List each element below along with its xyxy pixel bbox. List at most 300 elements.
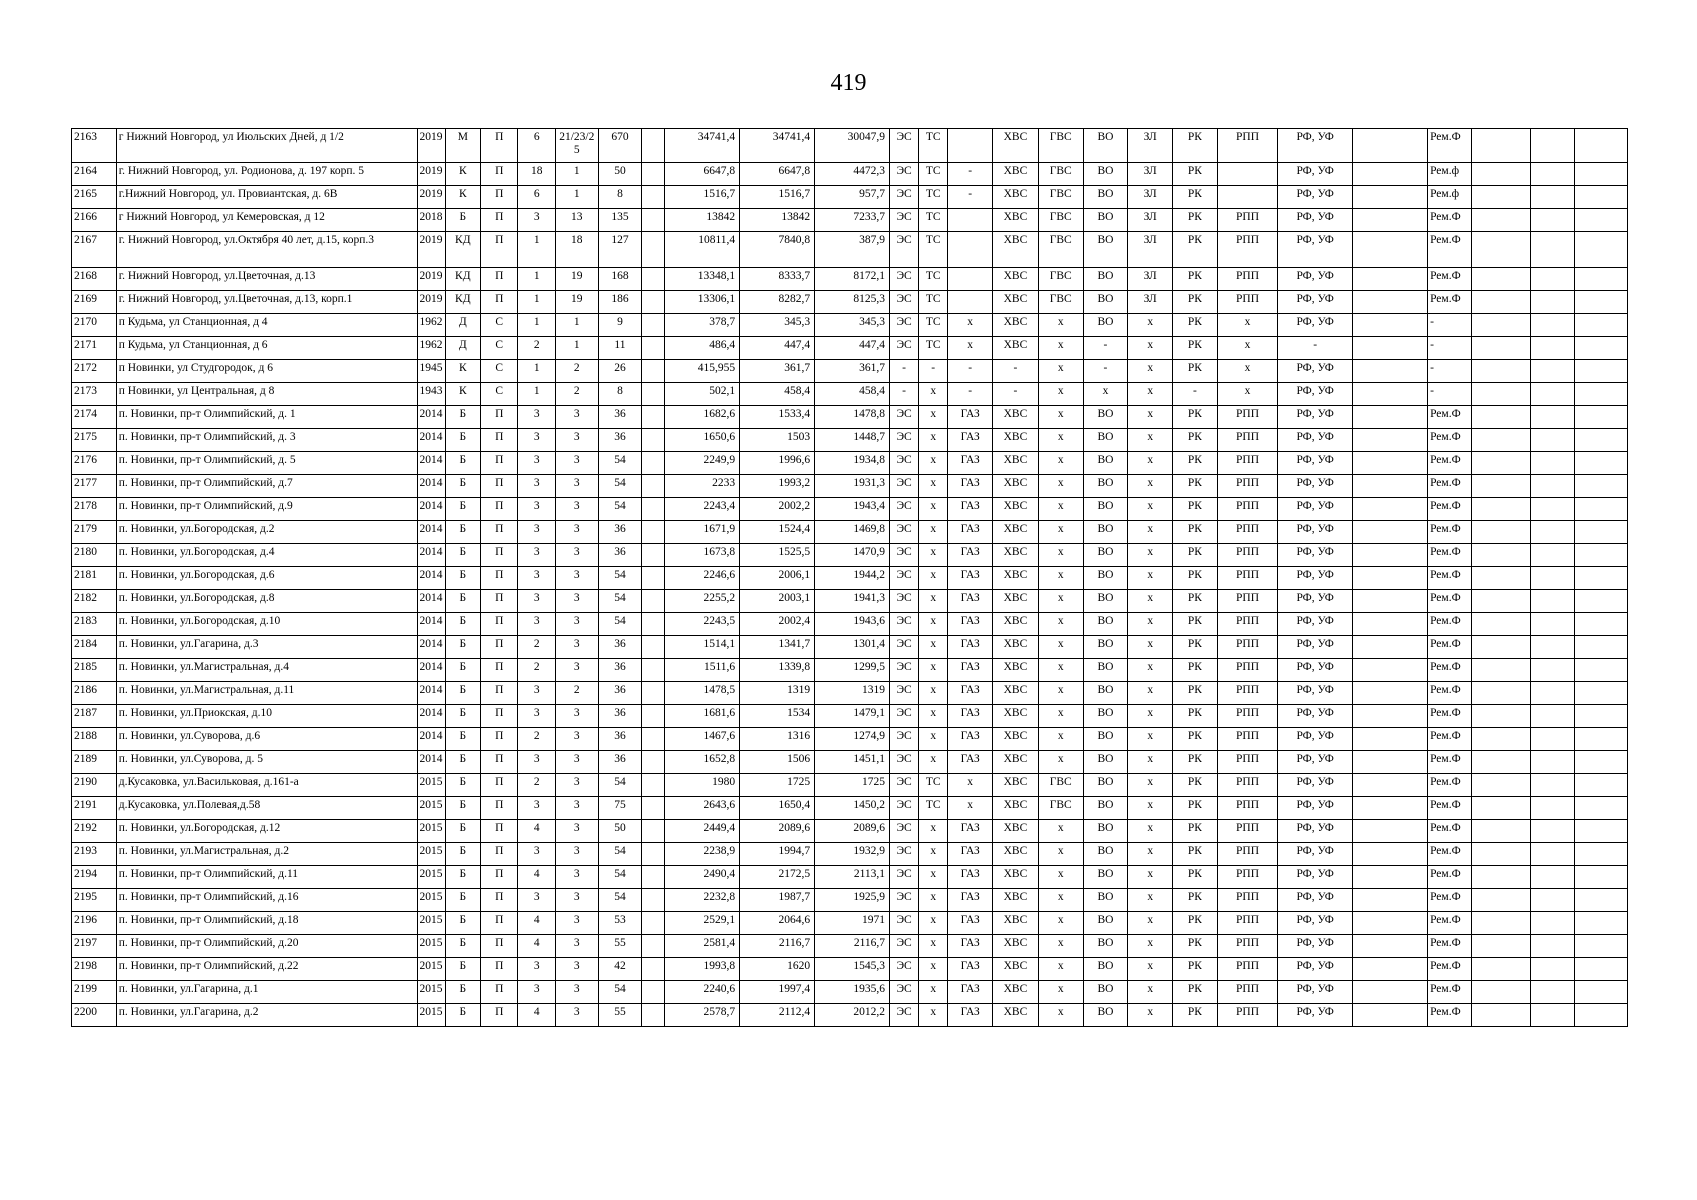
- sewerage-cell: ВО: [1083, 268, 1128, 291]
- total-area-cell: 2581,4: [665, 935, 740, 958]
- roof-cell: РК: [1173, 751, 1218, 774]
- wall-material-cell: Б: [445, 728, 480, 751]
- electricity-cell: ЭС: [890, 590, 919, 613]
- repair-fund-cell: Рем.Ф: [1428, 774, 1472, 797]
- empty-cell: [1574, 186, 1627, 209]
- total-area-cell: 1514,1: [665, 636, 740, 659]
- row-number: 2182: [72, 590, 117, 613]
- year-cell: 2014: [417, 452, 445, 475]
- facade-cell: РФ, УФ: [1278, 659, 1353, 682]
- entrances-cell: 3: [555, 1004, 598, 1027]
- repair-fund-cell: Рем.Ф: [1428, 935, 1472, 958]
- empty-cell: [1574, 1004, 1627, 1027]
- year-cell: 2015: [417, 820, 445, 843]
- empty-cell: [1471, 268, 1530, 291]
- basement-cell: РПП: [1217, 797, 1277, 820]
- table-row: [72, 544, 1628, 567]
- repair-fund-cell: Рем.Ф: [1428, 613, 1472, 636]
- address-cell: п. Новинки, ул.Гагарина, д.1: [116, 981, 417, 1004]
- floors-cell: 3: [518, 544, 555, 567]
- total-area-cell: 2240,6: [665, 981, 740, 1004]
- elevator-cell: х: [1128, 797, 1173, 820]
- residential-area-cell: 1299,5: [815, 659, 890, 682]
- entrances-cell: 3: [555, 452, 598, 475]
- roof-cell: РК: [1173, 498, 1218, 521]
- page-number: 419: [830, 70, 867, 96]
- elevator-cell: х: [1128, 866, 1173, 889]
- roof-cell: РК: [1173, 1004, 1218, 1027]
- gas-cell: ГАЗ: [948, 498, 993, 521]
- hot-water-cell: х: [1038, 866, 1083, 889]
- address-cell: п Новинки, ул Студгородок, д 6: [116, 360, 417, 383]
- empty-cell: [642, 429, 665, 452]
- row-number: 2191: [72, 797, 117, 820]
- entrances-cell: 3: [555, 866, 598, 889]
- empty-cell: [1531, 544, 1575, 567]
- empty-cell: [1574, 498, 1627, 521]
- address-cell: п. Новинки, ул.Богородская, д.4: [116, 544, 417, 567]
- entrances-cell: 18: [555, 232, 598, 268]
- entrances-cell: 3: [555, 889, 598, 912]
- apartments-cell: 36: [598, 659, 642, 682]
- table-row: [72, 129, 1628, 163]
- heating-cell: ТС: [919, 774, 948, 797]
- elevator-cell: х: [1128, 337, 1173, 360]
- hot-water-cell: х: [1038, 958, 1083, 981]
- heating-cell: х: [919, 682, 948, 705]
- cold-water-cell: ХВС: [993, 268, 1039, 291]
- facade-cell: РФ, УФ: [1278, 268, 1353, 291]
- heating-cell: ТС: [919, 129, 948, 163]
- entrances-cell: 19: [555, 268, 598, 291]
- total-area-cell: 1682,6: [665, 406, 740, 429]
- apartments-cell: 50: [598, 820, 642, 843]
- heating-cell: ТС: [919, 186, 948, 209]
- heating-cell: х: [919, 751, 948, 774]
- empty-cell: [1531, 820, 1575, 843]
- building-type-cell: С: [481, 337, 518, 360]
- elevator-cell: х: [1128, 521, 1173, 544]
- year-cell: 2014: [417, 728, 445, 751]
- building-type-cell: П: [481, 1004, 518, 1027]
- wall-material-cell: Б: [445, 429, 480, 452]
- empty-cell: [1574, 360, 1627, 383]
- premises-area-cell: 1533,4: [740, 406, 815, 429]
- year-cell: 2019: [417, 163, 445, 186]
- premises-area-cell: 1316: [740, 728, 815, 751]
- empty-cell: [1531, 682, 1575, 705]
- floors-cell: 4: [518, 1004, 555, 1027]
- row-number: 2198: [72, 958, 117, 981]
- facade-cell: РФ, УФ: [1278, 912, 1353, 935]
- heating-cell: х: [919, 406, 948, 429]
- row-number: 2183: [72, 613, 117, 636]
- table-row: [72, 498, 1628, 521]
- sewerage-cell: ВО: [1083, 705, 1128, 728]
- repair-fund-cell: Рем.Ф: [1428, 981, 1472, 1004]
- total-area-cell: 13306,1: [665, 291, 740, 314]
- row-number: 2172: [72, 360, 117, 383]
- table-row: [72, 636, 1628, 659]
- entrances-cell: 3: [555, 705, 598, 728]
- premises-area-cell: 447,4: [740, 337, 815, 360]
- basement-cell: РПП: [1217, 889, 1277, 912]
- heating-cell: х: [919, 636, 948, 659]
- total-area-cell: 1993,8: [665, 958, 740, 981]
- address-cell: п. Новинки, пр-т Олимпийский, д. 5: [116, 452, 417, 475]
- empty-cell: [642, 186, 665, 209]
- empty-cell: [1353, 1004, 1428, 1027]
- year-cell: 2014: [417, 590, 445, 613]
- repair-fund-cell: Рем.Ф: [1428, 429, 1472, 452]
- year-cell: 2014: [417, 475, 445, 498]
- empty-cell: [1531, 209, 1575, 232]
- electricity-cell: ЭС: [890, 751, 919, 774]
- heating-cell: ТС: [919, 268, 948, 291]
- empty-cell: [642, 1004, 665, 1027]
- year-cell: 2015: [417, 1004, 445, 1027]
- apartments-cell: 50: [598, 163, 642, 186]
- apartments-cell: 186: [598, 291, 642, 314]
- floors-cell: 3: [518, 889, 555, 912]
- empty-cell: [642, 912, 665, 935]
- floors-cell: 2: [518, 659, 555, 682]
- empty-cell: [1471, 129, 1530, 163]
- empty-cell: [1471, 337, 1530, 360]
- empty-cell: [1531, 590, 1575, 613]
- roof-cell: РК: [1173, 360, 1218, 383]
- elevator-cell: х: [1128, 820, 1173, 843]
- total-area-cell: 13348,1: [665, 268, 740, 291]
- entrances-cell: 3: [555, 636, 598, 659]
- empty-cell: [642, 452, 665, 475]
- roof-cell: РК: [1173, 544, 1218, 567]
- basement-cell: х: [1217, 383, 1277, 406]
- basement-cell: РПП: [1217, 475, 1277, 498]
- basement-cell: РПП: [1217, 129, 1277, 163]
- total-area-cell: 1980: [665, 774, 740, 797]
- table-row: [72, 337, 1628, 360]
- cold-water-cell: ХВС: [993, 406, 1039, 429]
- table-row: [72, 613, 1628, 636]
- repair-fund-cell: Рем.Ф: [1428, 590, 1472, 613]
- address-cell: п. Новинки, ул.Богородская, д.6: [116, 567, 417, 590]
- building-type-cell: П: [481, 498, 518, 521]
- elevator-cell: х: [1128, 590, 1173, 613]
- year-cell: 2015: [417, 866, 445, 889]
- empty-cell: [1531, 268, 1575, 291]
- table-row: [72, 163, 1628, 186]
- floors-cell: 18: [518, 163, 555, 186]
- residential-area-cell: 2012,2: [815, 1004, 890, 1027]
- year-cell: 1962: [417, 337, 445, 360]
- electricity-cell: ЭС: [890, 889, 919, 912]
- apartments-cell: 26: [598, 360, 642, 383]
- empty-cell: [642, 209, 665, 232]
- empty-cell: [642, 291, 665, 314]
- wall-material-cell: Б: [445, 613, 480, 636]
- cold-water-cell: ХВС: [993, 636, 1039, 659]
- gas-cell: ГАЗ: [948, 958, 993, 981]
- entrances-cell: 2: [555, 383, 598, 406]
- empty-cell: [1353, 567, 1428, 590]
- elevator-cell: х: [1128, 429, 1173, 452]
- residential-area-cell: 957,7: [815, 186, 890, 209]
- cold-water-cell: ХВС: [993, 981, 1039, 1004]
- repair-fund-cell: Рем.Ф: [1428, 797, 1472, 820]
- wall-material-cell: Б: [445, 521, 480, 544]
- residential-area-cell: 2113,1: [815, 866, 890, 889]
- cold-water-cell: ХВС: [993, 475, 1039, 498]
- empty-cell: [1574, 268, 1627, 291]
- address-cell: п. Новинки, пр-т Олимпийский, д.7: [116, 475, 417, 498]
- gas-cell: х: [948, 314, 993, 337]
- floors-cell: 2: [518, 636, 555, 659]
- empty-cell: [1531, 360, 1575, 383]
- empty-cell: [1574, 209, 1627, 232]
- empty-cell: [642, 889, 665, 912]
- address-cell: п. Новинки, ул.Суворова, д.6: [116, 728, 417, 751]
- wall-material-cell: Б: [445, 889, 480, 912]
- entrances-cell: 1: [555, 314, 598, 337]
- cold-water-cell: ХВС: [993, 751, 1039, 774]
- gas-cell: х: [948, 337, 993, 360]
- residential-area-cell: 4472,3: [815, 163, 890, 186]
- apartments-cell: 55: [598, 1004, 642, 1027]
- entrances-cell: 3: [555, 820, 598, 843]
- cold-water-cell: ХВС: [993, 544, 1039, 567]
- electricity-cell: ЭС: [890, 682, 919, 705]
- building-type-cell: П: [481, 268, 518, 291]
- facade-cell: РФ, УФ: [1278, 567, 1353, 590]
- building-type-cell: П: [481, 406, 518, 429]
- year-cell: 2014: [417, 544, 445, 567]
- residential-area-cell: 1934,8: [815, 452, 890, 475]
- empty-cell: [1471, 820, 1530, 843]
- row-number: 2176: [72, 452, 117, 475]
- entrances-cell: 3: [555, 981, 598, 1004]
- premises-area-cell: 1339,8: [740, 659, 815, 682]
- hot-water-cell: х: [1038, 567, 1083, 590]
- cold-water-cell: ХВС: [993, 613, 1039, 636]
- empty-cell: [1471, 567, 1530, 590]
- row-number: 2181: [72, 567, 117, 590]
- premises-area-cell: 458,4: [740, 383, 815, 406]
- table-row: [72, 843, 1628, 866]
- wall-material-cell: КД: [445, 268, 480, 291]
- cold-water-cell: ХВС: [993, 429, 1039, 452]
- electricity-cell: ЭС: [890, 935, 919, 958]
- year-cell: 2019: [417, 291, 445, 314]
- wall-material-cell: Б: [445, 682, 480, 705]
- empty-cell: [1471, 521, 1530, 544]
- cold-water-cell: ХВС: [993, 186, 1039, 209]
- roof-cell: РК: [1173, 291, 1218, 314]
- empty-cell: [1574, 291, 1627, 314]
- empty-cell: [1531, 843, 1575, 866]
- sewerage-cell: ВО: [1083, 958, 1128, 981]
- empty-cell: [1531, 406, 1575, 429]
- empty-cell: [1353, 636, 1428, 659]
- facade-cell: РФ, УФ: [1278, 866, 1353, 889]
- wall-material-cell: Б: [445, 452, 480, 475]
- empty-cell: [1574, 659, 1627, 682]
- address-cell: п. Новинки, пр-т Олимпийский, д. 3: [116, 429, 417, 452]
- repair-fund-cell: Рем.Ф: [1428, 268, 1472, 291]
- residential-area-cell: 1448,7: [815, 429, 890, 452]
- building-type-cell: П: [481, 797, 518, 820]
- repair-fund-cell: Рем.Ф: [1428, 521, 1472, 544]
- empty-cell: [1353, 958, 1428, 981]
- basement-cell: РПП: [1217, 613, 1277, 636]
- wall-material-cell: К: [445, 163, 480, 186]
- empty-cell: [642, 958, 665, 981]
- empty-cell: [1471, 889, 1530, 912]
- repair-fund-cell: Рем.Ф: [1428, 659, 1472, 682]
- row-number: 2166: [72, 209, 117, 232]
- gas-cell: ГАЗ: [948, 820, 993, 843]
- hot-water-cell: х: [1038, 682, 1083, 705]
- year-cell: 2015: [417, 935, 445, 958]
- empty-cell: [1531, 452, 1575, 475]
- facade-cell: РФ, УФ: [1278, 590, 1353, 613]
- empty-cell: [1471, 1004, 1530, 1027]
- floors-cell: 3: [518, 429, 555, 452]
- empty-cell: [1574, 843, 1627, 866]
- empty-cell: [1471, 774, 1530, 797]
- total-area-cell: 2449,4: [665, 820, 740, 843]
- address-cell: п Новинки, ул Центральная, д 8: [116, 383, 417, 406]
- elevator-cell: х: [1128, 659, 1173, 682]
- empty-cell: [1471, 360, 1530, 383]
- gas-cell: ГАЗ: [948, 1004, 993, 1027]
- repair-fund-cell: -: [1428, 383, 1472, 406]
- gas-cell: ГАЗ: [948, 590, 993, 613]
- electricity-cell: ЭС: [890, 866, 919, 889]
- repair-fund-cell: Рем.Ф: [1428, 751, 1472, 774]
- facade-cell: РФ, УФ: [1278, 889, 1353, 912]
- basement-cell: [1217, 186, 1277, 209]
- electricity-cell: ЭС: [890, 406, 919, 429]
- roof-cell: РК: [1173, 797, 1218, 820]
- total-area-cell: 1467,6: [665, 728, 740, 751]
- repair-fund-cell: Рем.ф: [1428, 186, 1472, 209]
- apartments-cell: 135: [598, 209, 642, 232]
- cold-water-cell: ХВС: [993, 498, 1039, 521]
- residential-area-cell: 1925,9: [815, 889, 890, 912]
- empty-cell: [1471, 866, 1530, 889]
- total-area-cell: 13842: [665, 209, 740, 232]
- wall-material-cell: Б: [445, 820, 480, 843]
- sewerage-cell: ВО: [1083, 544, 1128, 567]
- empty-cell: [1531, 659, 1575, 682]
- elevator-cell: ЗЛ: [1128, 232, 1173, 268]
- row-number: 2193: [72, 843, 117, 866]
- row-number: 2186: [72, 682, 117, 705]
- floors-cell: 2: [518, 774, 555, 797]
- year-cell: 2015: [417, 981, 445, 1004]
- table-row: [72, 475, 1628, 498]
- empty-cell: [642, 406, 665, 429]
- address-cell: п. Новинки, ул.Гагарина, д.3: [116, 636, 417, 659]
- floors-cell: 3: [518, 406, 555, 429]
- heating-cell: х: [919, 981, 948, 1004]
- apartments-cell: 36: [598, 544, 642, 567]
- total-area-cell: 10811,4: [665, 232, 740, 268]
- wall-material-cell: Д: [445, 314, 480, 337]
- electricity-cell: ЭС: [890, 129, 919, 163]
- building-type-cell: П: [481, 774, 518, 797]
- roof-cell: РК: [1173, 935, 1218, 958]
- gas-cell: [948, 268, 993, 291]
- basement-cell: РПП: [1217, 728, 1277, 751]
- floors-cell: 4: [518, 912, 555, 935]
- electricity-cell: ЭС: [890, 337, 919, 360]
- wall-material-cell: Б: [445, 797, 480, 820]
- total-area-cell: 1650,6: [665, 429, 740, 452]
- empty-cell: [1353, 613, 1428, 636]
- repair-fund-cell: Рем.Ф: [1428, 912, 1472, 935]
- roof-cell: РК: [1173, 636, 1218, 659]
- hot-water-cell: х: [1038, 314, 1083, 337]
- empty-cell: [642, 981, 665, 1004]
- address-cell: п. Новинки, ул.Магистральная, д.11: [116, 682, 417, 705]
- empty-cell: [1574, 705, 1627, 728]
- empty-cell: [1574, 981, 1627, 1004]
- residential-area-cell: 2116,7: [815, 935, 890, 958]
- premises-area-cell: 1994,7: [740, 843, 815, 866]
- apartments-cell: 54: [598, 774, 642, 797]
- elevator-cell: х: [1128, 1004, 1173, 1027]
- hot-water-cell: х: [1038, 889, 1083, 912]
- sewerage-cell: ВО: [1083, 1004, 1128, 1027]
- empty-cell: [642, 232, 665, 268]
- residential-area-cell: 1469,8: [815, 521, 890, 544]
- sewerage-cell: ВО: [1083, 314, 1128, 337]
- wall-material-cell: Б: [445, 774, 480, 797]
- repair-fund-cell: Рем.Ф: [1428, 475, 1472, 498]
- empty-cell: [1574, 429, 1627, 452]
- wall-material-cell: Б: [445, 705, 480, 728]
- elevator-cell: х: [1128, 544, 1173, 567]
- electricity-cell: ЭС: [890, 728, 919, 751]
- elevator-cell: х: [1128, 383, 1173, 406]
- table-row: [72, 682, 1628, 705]
- wall-material-cell: К: [445, 383, 480, 406]
- basement-cell: [1217, 163, 1277, 186]
- row-number: 2190: [72, 774, 117, 797]
- electricity-cell: ЭС: [890, 705, 919, 728]
- cold-water-cell: ХВС: [993, 163, 1039, 186]
- entrances-cell: 13: [555, 209, 598, 232]
- facade-cell: РФ, УФ: [1278, 544, 1353, 567]
- apartments-cell: 54: [598, 590, 642, 613]
- cold-water-cell: ХВС: [993, 659, 1039, 682]
- row-number: 2200: [72, 1004, 117, 1027]
- electricity-cell: ЭС: [890, 268, 919, 291]
- roof-cell: РК: [1173, 705, 1218, 728]
- empty-cell: [1531, 1004, 1575, 1027]
- building-type-cell: П: [481, 705, 518, 728]
- building-type-cell: П: [481, 590, 518, 613]
- roof-cell: РК: [1173, 268, 1218, 291]
- empty-cell: [1353, 337, 1428, 360]
- empty-cell: [1353, 209, 1428, 232]
- elevator-cell: х: [1128, 682, 1173, 705]
- total-area-cell: 2243,4: [665, 498, 740, 521]
- table-row: [72, 705, 1628, 728]
- table-row: [72, 360, 1628, 383]
